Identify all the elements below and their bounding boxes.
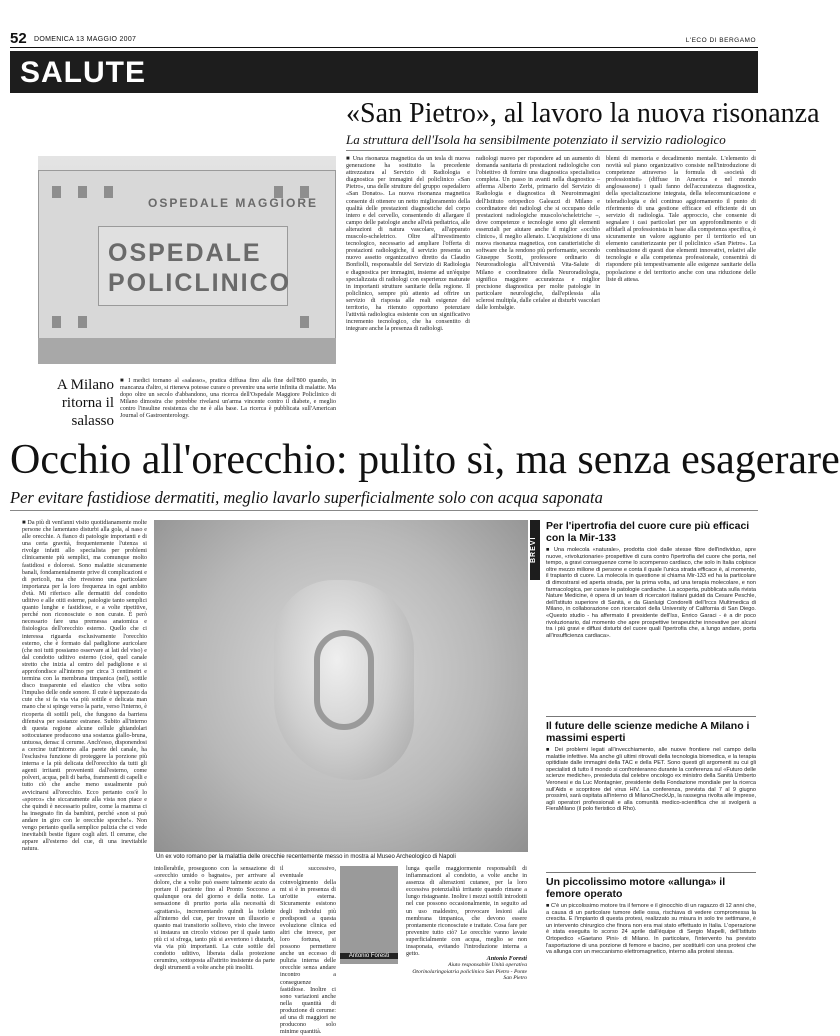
top-story-subhead: La struttura dell'Isola ha sensibilmente potenziato il servizio radiologico bbox=[346, 132, 726, 147]
main-story-column-4: lunga quelle maggiormente responsabili di infiammazioni al condotto, a volte anche in assenza di alterazioni cutanee, per la loro eccessiva potenzialità irritante quando rimane a lungo ristagnante. Inoltre i mezzi sottili introdotti nel cue possono occasionalmente, in seguito ad un uso maldestro, provocare lesioni alla membrana timpanica, che devono essere prontamente riconosciute e trattate. Cosa fare per prevenire tutto ciò? Le orecchie vanno lavate superficialmente con acqua, meglio se non insaponata, evitando l'introduzione interna a getto. bbox=[406, 866, 527, 958]
signature-name: Antonio Foresti bbox=[486, 955, 527, 962]
ear-inner-fold bbox=[314, 630, 374, 730]
top-story-rule bbox=[346, 150, 756, 151]
brief-divider bbox=[546, 716, 756, 717]
main-story-headline[interactable]: Occhio all'orecchio: pulito sì, ma senza esagerare bbox=[10, 437, 840, 483]
brief-divider bbox=[546, 872, 756, 873]
signature-role: Aiuto responsabile Unità operativa Otorinolaringoiatria policlinico San Pietro - Ponte San Pietro bbox=[412, 962, 527, 982]
brief-body: ■ Dei problemi legati all'invecchiamento, alle nuove frontiere nel campo della malattie infettive. Ma anche gli ultimi ritrovati della tecnologia biomedica, e la terapia opitidiate dalle immagini della TAC e della PET. Sono questi gli argomenti su cui gli specialisti di tutto il mondo si confronteranno durante la conferenza sul «Futuro delle scienze mediche», presieduta dal celebre oncologo ex ministro della Sanità Umberto Veronesi e da Luc Montagnier, presidente della Fondazione mondiale per la ricerca sull'Aids e scopritore del virus HIV. La conferenza, prevista dal 7 al 9 giugno prossimi, sarà ospitata all'interno di MilanoCheckUp, la rassegna rivolta alle imprese, agli operatori professionali e alla comunità medico-scientifica che si svolgerà a FieraMilano (il polo fieristico di Rho). bbox=[546, 747, 756, 813]
photo-caption: Un ex voto romano per la malattia delle orecchie recentemente messo in mostra al Museo Archeologico di Napoli bbox=[154, 852, 528, 862]
header-rule bbox=[10, 47, 758, 48]
brief-item bbox=[546, 716, 756, 866]
brief-item bbox=[546, 520, 756, 710]
photo-sign-small: OSPEDALE MAGGIORE bbox=[148, 196, 319, 210]
top-story-headline[interactable]: «San Pietro», al lavoro la nuova risonanza bbox=[346, 98, 820, 129]
main-story-column-1: ■ Da più di vent'anni visito quotidianamente molte persone che lamentano disturbi alla gola, al naso e alle orecchie. A fianco di patologie importanti e di una certa gravità, frequentemente l'utenza si rivolge infatti allo specialista per problemi clinicamente più semplici, ma comunque molto fastidiosi e dolorosi. Sono malattie sicuramente banali, fondamentalmente prive di complicazioni e di pericoli, ma che rivestono una particolare importanza per la loro frequenza in ogni ambito d'età. Mi riferisco alle dermatiti del condotto uditivo e alle otiti esterne, patologie tanto semplici quanto lunghe e fastidiose, e a volte ripetitive, perché non riconosciute o non curate. È però necessario fare una premessa anatomica e fisiologica dell'orecchio esterno. Quello che ci interessa riguarda esclusivamente l'orecchio esterno, che è formato dal padiglione auricolare (che noi tutti possiamo osservare ai lati del viso) e dal condotto uditivo esterno (cioè, quel canale stretto che inizia al centro del padiglione e si approfondisce all'interno per circa 3 centimetri e termina con la membrana timpanica (nel), sottile disco trasparente ed elastico che vibra sotto l'impulso delle onde sonore. Il cute è tappezzato da cute che si fa via via più sottile e delicata man mano che si spinge verso la parte, verso l'interno, è ricoperta di sottili peli, che fungono da barriera difensiva per sostanze estranee. Subito all'interno di questa regione alcune cellule ghiandolari sottocutanee producono una sostanza giallo-bruna, untuosa, densa: il cerume. Anch'esso, disponendosi a cercine tutt'intorno alla parete del canale, ha l'esclusiva funzione di proteggere la porzione più interna e la più delicata dell'orecchio da tutti gli agenti irritanti provenienti dall'esterno, come polveri, acqua, peli di barba, frammenti di capelli e tutto ciò che anche meno usualmente può avvicinarsi all'orecchio. Ecco pertanto cos'è lo «sporco» che siccaramente alla vista non piace e che quindi è necessario pulire, come la mamma ci ha insegnato fin da bambini, perché «non si può andare in giro con le orecchie sporche!». Non vengo pertanto quella semplice pulizia che ci vede inevitabili bestie figure cogli altri. Il cerume, che appare all'esterno del cue, di una inevitabile natura. bbox=[22, 520, 147, 853]
brief-body: ■ C'è un piccolissimo motore tra il femore e il ginocchio di un ragazzo di 12 anni che, a causa di un particolare tumore delle ossa, rischiava di vedere compromessa la crescita. E l'impianto di questa protesi, realizzato su misura in solo tre settimane, è un intervento chirurgico che finora non era mai stato effettuato in Italia. L'operazione è stata eseguita lo scorso 24 aprile dall'équipe di Sergio Mapelli, dell'Istituto Ortopedico «Gaetano Pini» di Milano. In particolare, l'intervento ha previsto l'asportazione di una porzione di femore e bacino, per sostituirli con una protesi che va allunga con un meccanismo elettromagnetico, interno alla protesi stessa. bbox=[546, 903, 756, 956]
main-story-rule bbox=[10, 510, 758, 511]
main-story-column-2: intollerabile, proseguono con la sensazione di «orecchio umido o bagnato», per arrivare al dolore, che a volte può essere talmente acuto da portare il paziente fino al Pronto Soccorso a qualunque ora del giorno e della notte. La sensazione di prurito porta alla necessità di «grattarsi», incrementando quindi la toilette all'interno del cue, per trovare un illusorio e quanto mai transitorio sollievo, visto che invece si instaura un circolo vizioso per il quale tanto più ci si sfrega, tanto più si avvertono i disturbi, via via più importanti. La cute sottile del condotto uditivo, liberata dalla protezione cerumino, sottoposta all'attrito insistente da parte degli strumenti a volte anche più insoliti. bbox=[154, 866, 275, 972]
brief-body: ■ Una molecola «naturale», prodotta cioè dalle stesse fibre dell'individuo, apre nuove, «rivoluzionarie» prospettive di cura contro l'ipertrofia del cuore che porta, nel tempo, a gravi conseguenze come lo scompenso cardiaco, che solo in Italia colpisce oltre mezzo milione di persone e conta il quale l'unica strada efficace è, al momento, il trapianto di cuore. La molecola in questione si chiama Mir-133 ed ha la particolare di dimostrarsi ed aperta strada, per la prima volta, ad una terapia molecolare, e non farmacologica, per curare le patologie cardiache. La scoperta, pubblicata sulla rivista Nature Medicine, è opera di un team di ricercatori italiani guidati da Cesare Peschle, dell'Istituto superiore di Sanità, e da Gianluigi Condorelli dell'Irccs Multimedica di Milano, in collaborazione con ricercatori della University of California di San Diego. «Questo studio - ha affermato il presidente dell'Iss, Enrico Garaci - è a dir poco rivoluzionario, dal momento che apre prospettive terapeutiche innovative per alcuni tra i più gravi e diffusi disturbi del cuore quali l'ipertrofia che, a lungo andare, porta all'insufficienza cardiaca». bbox=[546, 547, 756, 639]
page-date: DOMENICA 13 MAGGIO 2007 bbox=[34, 36, 137, 43]
brief-title[interactable]: Per l'ipertrofia del cuore cure più efficaci con la Mir-133 bbox=[546, 520, 750, 544]
author-photo-label: Antonio Foresti bbox=[340, 953, 398, 959]
sidebar-label: A Milano ritorna il salasso bbox=[56, 377, 114, 429]
brevi-tab: BREVI bbox=[530, 520, 540, 580]
author-signature bbox=[406, 955, 527, 982]
newspaper-name: L'ECO DI BERGAMO bbox=[685, 37, 756, 44]
page-number: 52 bbox=[10, 30, 27, 47]
main-story-column-3: il successivo, eventuale coinvolgimento della mt si è in presenza di un'otite esterna. Sicuramente esistono degli individui più predisposti a questa evoluzione clinica ed altri che invece, per loro fortuna, si possono permettere anche un eccesso di pulizia interna delle orecchie senza andare incontro a conseguenze fastidiose. Inoltre ci sono variazioni anche nella quantità di produzione di cerume: ad una di maggiori ne producono solo minime quantità. bbox=[280, 866, 336, 1036]
brief-item bbox=[546, 872, 756, 988]
photo-sign-large: OSPEDALE POLICLINICO bbox=[108, 239, 292, 297]
top-story-column-2: radiologi nuovo per rispondere ad un aumento di domanda sanitaria di prestazioni radiologiche con l'obiettivo di fornire una diagnostica specialistica completa. Un passo in avanti nella diagnostica – afferma Alberto Zerbi, primario del Servizio di Radiologia e diagnostica di Neuroimmagini dell'Istituto ortopedico Galeazzi di Milano e coordinatore dei radiologi che si occupano delle prestazioni radiologiche muscolo/scheletriche –, dove competenze e tecnologie sono gli elementi essenziali per aiutare anche il miglior «occhio clinico», il meglio allenato. L'acquisizione di una nuova risonanza magnetica, con caratteristiche di software che la rendono più performante, secondo Giuseppe Scotti, professore ordinario di Neuroradiologia all'Università Vita-Salute di Milano e coordinatore della Neuroradiologia, significa maggiore accuratezza e miglior precisione diagnostica per molte patologie in particolare neurologiche, dall'epilessia alla sclerosi multipla, dalle cefalee ai disturbi vascolari dalle lombalgie. bbox=[476, 156, 600, 311]
hospital-photo bbox=[38, 156, 336, 364]
section-title: SALUTE bbox=[20, 56, 146, 89]
top-story-column-3: blemi di memoria e decadimento mentale. L'elemento di novità sul piano organizzativo consiste nell'introduzione di competenze attraverso la formula di «società di professionisti» (diffuse in America e nel mondo anglosassone) i quali fanno dell'accuratezza diagnostica, della specializzazione integrata, della telecomunicazione e teleradiologia e del continuo aggiornamento il punto di riferimento di una gestione efficace ed efficiente di un servizio di radiologia. Tale approccio, che consente di segnalare i casi particolari per un approfondimento e di affidarli al professionista in base alla competenza specifica, è sicuramente un valore aggiunto per il territorio ed un elemento caratterizzante per il policlinico «San Pietro». La combinazione di questi due elementi innovativi, relativi alle tecnologie e alla competenza professionale, consentirà di rispondere più tempestivamente alle esigenze sanitarie della popolazione e del territorio anche con una riduzione delle liste di attesa. bbox=[606, 156, 756, 283]
sidebar-body: ■ I medici tornano al «salasso», pratica diffusa fino alla fine dell'800 quando, in mancanza d'altro, si riteneva potesse curare o prevenire una serie infinita di malattie. Ma dopo oltre un secolo d'abbandono, una ricerca dell'Ospedale Maggiore Policlinico di Milano dimostra che potrebbe rivelarsi un'arma vincente contro il diabete, e meglio contro l'insuline resistenza che ne è alla base. La ricerca è pubblicata sull'American Journal of Gastroenterology. bbox=[120, 378, 336, 420]
main-story-subhead: Per evitare fastidiose dermatiti, meglio lavarlo superficialmente solo con acqua saponata bbox=[10, 488, 603, 507]
brief-title[interactable]: Il future delle scienze mediche A Milano i massimi esperti bbox=[546, 720, 750, 744]
ex-voto-photo bbox=[154, 520, 528, 860]
top-story-column-1: ■ Una risonanza magnetica da un tesla di nuova generazione ha sostituito la precedente attrezzatura al Servizio di Radiologia e diagnostica per immagini del policlinico «San Pietro», una delle strutture del gruppo ospedaliero «San Donato». La nuova risonanza magnetica consente di ottenere un netto miglioramento della qualità delle prestazioni diagnostiche del corpo intero e del cervello, consentendo di allargare il campo delle patologie anche all'età pediatrica, alle alterazioni di natura vascolare, all'apparato muscolo-scheletrico. Oltre all'investimento tecnologico, necessario ad ampliare l'offerta di prestazioni radiologiche, il servizio presenta un nuovo assetto organizzativo diretto da Claudio Bonfiolli, responsabile del Servizio di Radiologia e diagnostica per immagini, insieme ad un'équipe specializzata di radiologi con esperienze maturate in importanti strutture sanitarie della regione. Il policlinico, sempre più attento ad offrire un servizio di risposta alle reali esigenze del territorio, ha ritenuto opportuno potenziare l'attività radiologica esistente con un significativo incremento tecnologico, che ha consentito di integrare anche la presenza di radiologi. bbox=[346, 156, 470, 333]
author-photo bbox=[340, 866, 398, 964]
brief-title[interactable]: Un piccolissimo motore «allunga» il femore operato bbox=[546, 876, 726, 900]
